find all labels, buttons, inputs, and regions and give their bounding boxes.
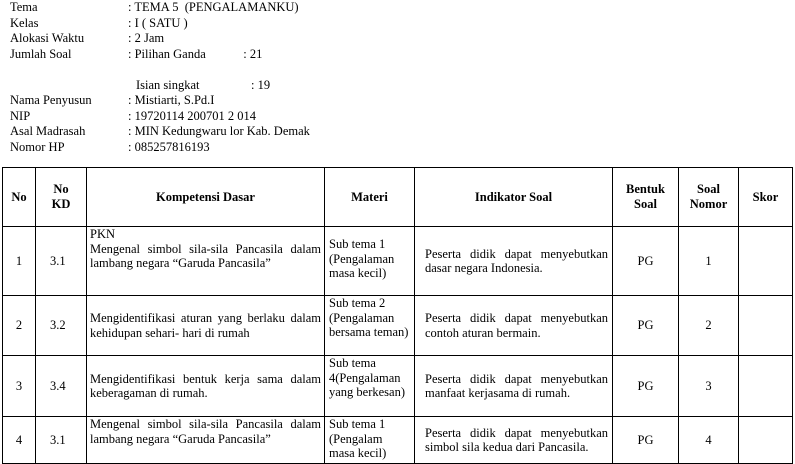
- row-materi: Sub tema 1 (Pengalam masa kecil): [325, 417, 415, 464]
- row-bentuk: PG: [613, 356, 679, 417]
- row-kd: 3.1: [36, 417, 87, 464]
- header-nomor: Soal Nomor: [679, 168, 739, 227]
- row-skor: [739, 296, 793, 356]
- nip-value: : 19720114 200701 2 014: [128, 108, 257, 123]
- row-materi: Sub tema 1 (Pengalaman masa kecil): [325, 227, 415, 296]
- kelas-label: Kelas: [10, 15, 39, 30]
- alokasi-value: : 2 Jam: [128, 31, 165, 45]
- penyusun-value: : Mistiarti, S.Pd.I: [128, 93, 215, 107]
- kelas-row: [10, 16, 310, 32]
- table-row: [3, 356, 793, 417]
- isian-label: Isian singkat: [136, 77, 200, 92]
- header-skor: Skor: [739, 168, 793, 227]
- row-indikator: Peserta didik dapat menyebutkan manfaat kerjasama di rumah.: [415, 356, 613, 417]
- kelas-value: : I ( SATU ): [128, 15, 188, 30]
- row-materi: Sub tema 2 (Pengalaman bersama teman): [325, 296, 415, 356]
- row-no: 4: [3, 417, 36, 464]
- row-materi: Sub tema 4(Pengalaman yang berkesan): [325, 356, 415, 417]
- alokasi-row: [10, 31, 310, 47]
- madrasah-label: Asal Madrasah: [10, 124, 86, 138]
- madrasah-value: : MIN Kedungwaru lor Kab. Demak: [128, 124, 310, 138]
- jumlah-value: : Pilihan Ganda : 21: [128, 46, 263, 61]
- tema-row: [10, 0, 310, 16]
- row-kompetensi: [87, 227, 325, 296]
- hp-row: [10, 140, 310, 156]
- row-no: 2: [3, 296, 36, 356]
- alokasi-label: Alokasi Waktu: [10, 31, 85, 45]
- row-bentuk: PG: [613, 227, 679, 296]
- table-header-row: [3, 168, 793, 227]
- tema-label: Tema: [10, 0, 38, 14]
- jumlah-row: [10, 47, 310, 63]
- table-row: [3, 296, 793, 356]
- row-no: 1: [3, 227, 36, 296]
- row-nomor: 2: [679, 296, 739, 356]
- row-nomor: 1: [679, 227, 739, 296]
- table-row: [3, 227, 793, 296]
- row-skor: [739, 356, 793, 417]
- table-row: [3, 417, 793, 464]
- row-kompetensi: Mengidentifikasi aturan yang berlaku dalam kehidupan sehari- hari di rumah: [87, 296, 325, 356]
- row-nomor: 3: [679, 356, 739, 417]
- hp-label: Nomor HP: [10, 139, 65, 154]
- document-header: [10, 0, 310, 155]
- row-indikator: Peserta didik dapat menyebutkan contoh aturan bermain.: [415, 296, 613, 356]
- row-bentuk: PG: [613, 296, 679, 356]
- row-kd: 3.4: [36, 356, 87, 417]
- row-indikator: Peserta didik dapat menyebutkan dasar negara Indonesia.: [415, 227, 613, 296]
- kisi-kisi-table: [2, 167, 793, 464]
- isian-row: [10, 78, 310, 94]
- header-kompetensi: Kompetensi Dasar: [87, 168, 325, 227]
- isian-value: : 19: [251, 77, 271, 92]
- row-skor: [739, 227, 793, 296]
- row-bentuk: PG: [613, 417, 679, 464]
- row-kd: 3.1: [36, 227, 87, 296]
- nip-label: NIP: [10, 108, 31, 123]
- row-skor: [739, 417, 793, 464]
- header-materi: Materi: [325, 168, 415, 227]
- nip-row: [10, 109, 310, 125]
- row-subject: PKN: [90, 227, 116, 241]
- row-kd: 3.2: [36, 296, 87, 356]
- row-kompetensi: Mengenal simbol sila-sila Pancasila dalam lambang negara “Garuda Pancasila”: [87, 417, 325, 464]
- penyusun-label: Nama Penyusun: [10, 93, 92, 107]
- row-kompetensi-text: Mengenal simbol sila-sila Pancasila dalam lambang negara “Garuda Pancasila”: [90, 241, 321, 270]
- header-bentuk: Bentuk Soal: [613, 168, 679, 227]
- row-no: 3: [3, 356, 36, 417]
- madrasah-row: [10, 124, 310, 140]
- row-nomor: 4: [679, 417, 739, 464]
- tema-value: : TEMA 5 (PENGALAMANKU): [128, 0, 299, 14]
- jumlah-label: Jumlah Soal: [10, 46, 72, 61]
- row-indikator: Peserta didik dapat menyebutkan simbol sila kedua dari Pancasila.: [415, 417, 613, 464]
- hp-value: : 085257816193: [128, 139, 210, 154]
- penyusun-row: [10, 93, 310, 109]
- header-no-kd: No KD: [36, 168, 87, 227]
- header-no: No: [3, 168, 36, 227]
- header-indikator: Indikator Soal: [415, 168, 613, 227]
- row-kompetensi: Mengidentifikasi bentuk kerja sama dalam keberagaman di rumah.: [87, 356, 325, 417]
